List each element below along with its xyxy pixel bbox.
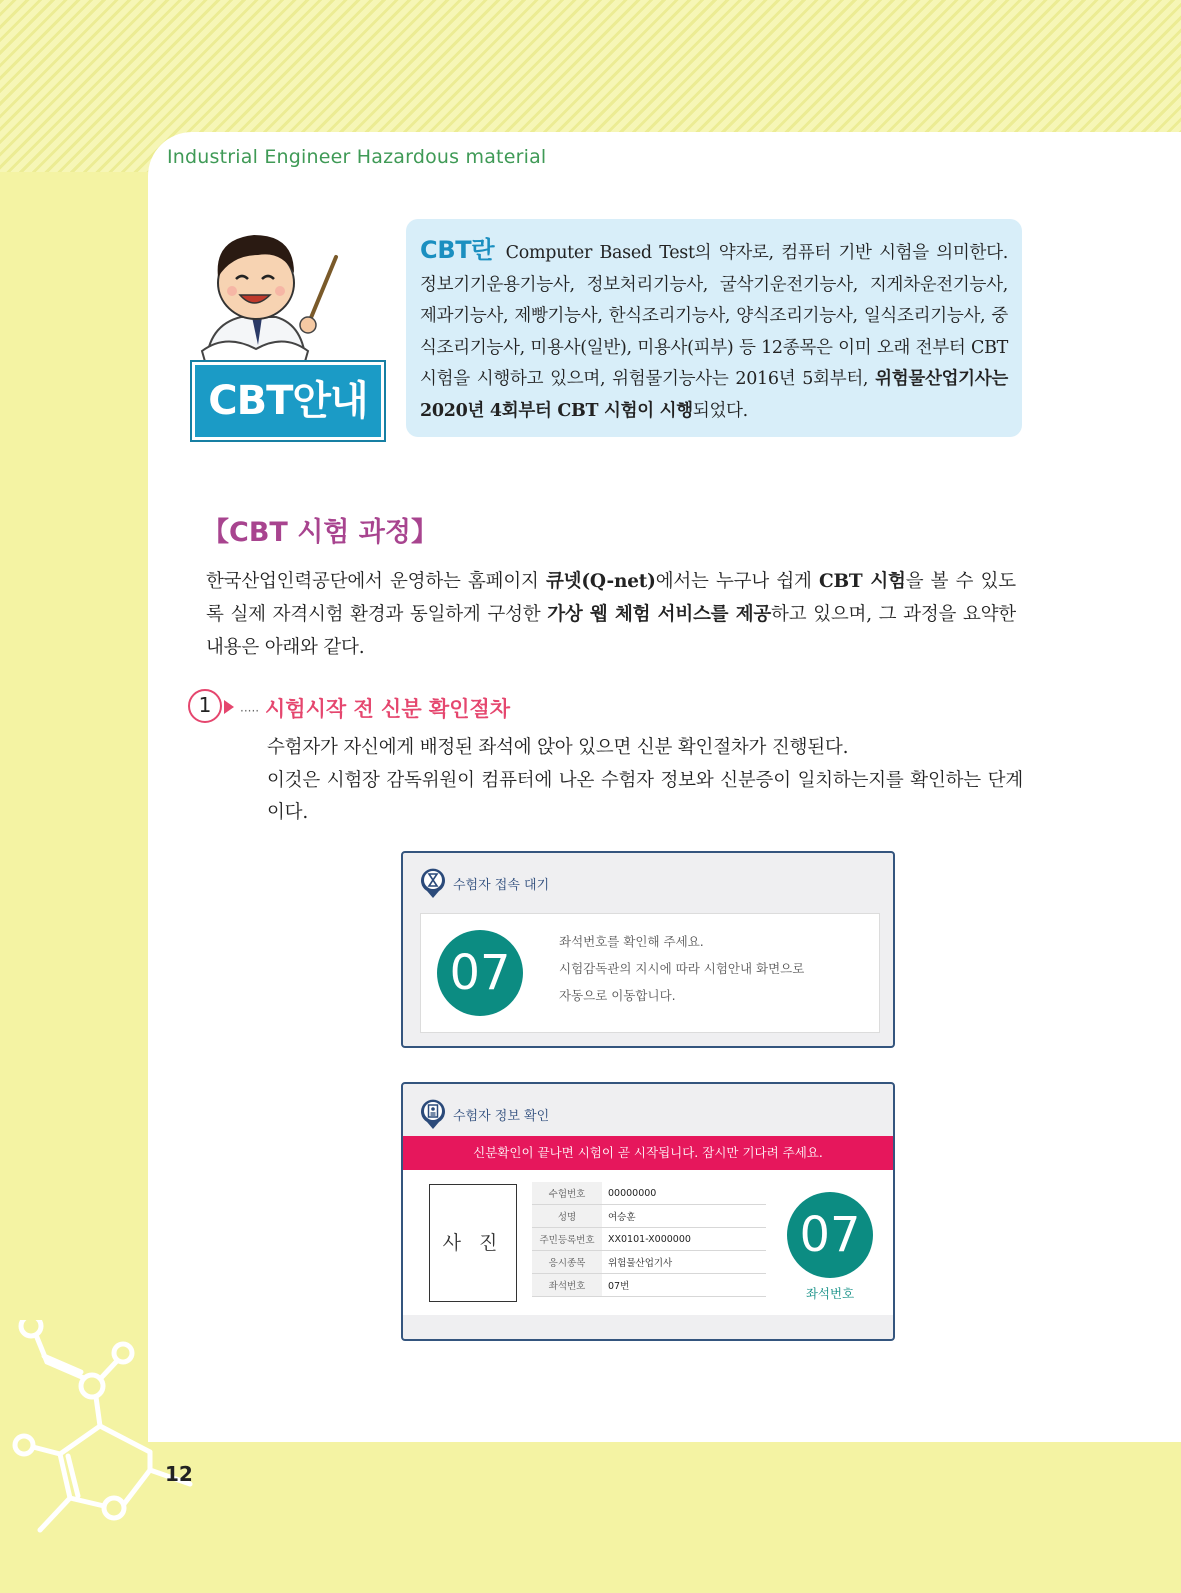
waiting-messages (559, 928, 804, 1009)
waiting-screen-title: 수험자 접속 대기 (453, 877, 550, 893)
table-row (532, 1228, 766, 1251)
row-value: 위험물산업기사 (602, 1251, 766, 1274)
table-row (532, 1251, 766, 1274)
step-title: 시험시작 전 신분 확인절차 (265, 697, 511, 721)
step-dots: ····· (240, 704, 260, 718)
intro-text: Computer Based Test의 약자로, 컴퓨터 기반 시험을 의미한다. 정보기기운용기능사, 정보처리기능사, 굴삭기운전기능사, 지게차운전기능사, 제과기능사, 제빵기능사, 한식조리기능사, 양식조리기능사, 일식조리기능사, 중식조리기능사, 미용사(일반), 미용사(피부) 등 12종목은 이미 오래 전부터 CBT 시험을 시행하고 있으며, 위험물기능사는 2016년 5회부터, (420, 243, 1008, 389)
seat-number-circle: 07 (437, 930, 523, 1016)
waiting-message: 좌석번호를 확인해 주세요. (559, 934, 704, 949)
seat-number-label: 좌석번호 (805, 1286, 855, 1301)
para-text-1: 한국산업인력공단에서 운영하는 홈페이지 (206, 571, 546, 592)
step-line-2: 이것은 시험장 감독위원이 컴퓨터에 나온 수험자 정보와 신분증이 일치하는지를 확인하는 단계이다. (267, 769, 1023, 823)
table-row (532, 1182, 766, 1205)
cbt-intro-box (406, 219, 1022, 437)
close-bracket: 】 (410, 517, 438, 548)
para-text-2: 에서는 누구나 쉽게 (655, 571, 819, 592)
id-card-icon (419, 1098, 447, 1130)
table-row (532, 1274, 766, 1297)
step-arrow-icon (224, 700, 236, 714)
running-head: Industrial Engineer Hazardous material (167, 146, 547, 168)
step-line-1: 수험자가 자신에게 배정된 좌석에 앉아 있으면 신분 확인절차가 진행된다. (267, 737, 849, 758)
para-bold-cbt: CBT 시험 (818, 571, 906, 592)
para-bold-service: 가상 웹 체험 서비스를 제공 (547, 604, 772, 625)
step-body (267, 732, 1023, 830)
molecule-icon (0, 1320, 200, 1593)
waiting-message: 자동으로 이동합니다. (559, 988, 676, 1003)
intro-paragraph (206, 565, 1016, 664)
intro-lead: CBT란 (420, 236, 495, 264)
hourglass-icon (419, 867, 447, 899)
notice-banner: 신분확인이 끝나면 시험이 곧 시작됩니다. 잠시만 기다려 주세요. (403, 1136, 893, 1170)
page-number: 12 (165, 1462, 193, 1486)
para-text-4: 하고 있으며, 그 과정을 요약한 내용은 아래와 같다. (206, 604, 1016, 658)
info-body (403, 1170, 893, 1315)
info-screen-header (419, 1098, 549, 1130)
intro-bold-text: 위험물산업기사는 2020년 4회부터 CBT 시험이 시행 (420, 369, 1008, 421)
examinee-info-screen (401, 1082, 895, 1341)
seat-number-circle: 07 (787, 1192, 873, 1278)
waiting-message: 시험감독관의 지시에 따라 시험안내 화면으로 (559, 961, 805, 976)
row-label: 응시종목 (532, 1251, 602, 1274)
row-value: 07번 (602, 1274, 766, 1297)
open-bracket: 【 (202, 517, 229, 548)
teacher-mascot-icon (196, 225, 346, 365)
step-number-badge: 1 (188, 689, 222, 723)
info-screen-title: 수험자 정보 확인 (453, 1108, 550, 1124)
waiting-panel (420, 913, 880, 1033)
examinee-info-table (532, 1182, 766, 1297)
row-label: 성명 (532, 1205, 602, 1228)
para-text-3: 을 볼 수 있도록 실제 자격시험 환경과 동일하게 구성한 (206, 571, 1016, 625)
section-title-text: CBT 시험 과정 (229, 517, 411, 548)
row-value: 00000000 (602, 1182, 766, 1205)
row-value: XX0101-X000000 (602, 1228, 766, 1251)
para-bold-qnet: 큐넷(Q-net) (546, 571, 656, 592)
cbt-guide-badge: CBT안내 (190, 360, 386, 442)
intro-text-end: 되었다. (692, 400, 748, 421)
row-label: 주민등록번호 (532, 1228, 602, 1251)
waiting-screen-header (419, 867, 549, 899)
row-value: 여승훈 (602, 1205, 766, 1228)
row-label: 수험번호 (532, 1182, 602, 1205)
photo-placeholder: 사 진 (429, 1184, 517, 1302)
row-label: 좌석번호 (532, 1274, 602, 1297)
section-title (202, 510, 438, 549)
waiting-screen (401, 851, 895, 1048)
table-row (532, 1205, 766, 1228)
